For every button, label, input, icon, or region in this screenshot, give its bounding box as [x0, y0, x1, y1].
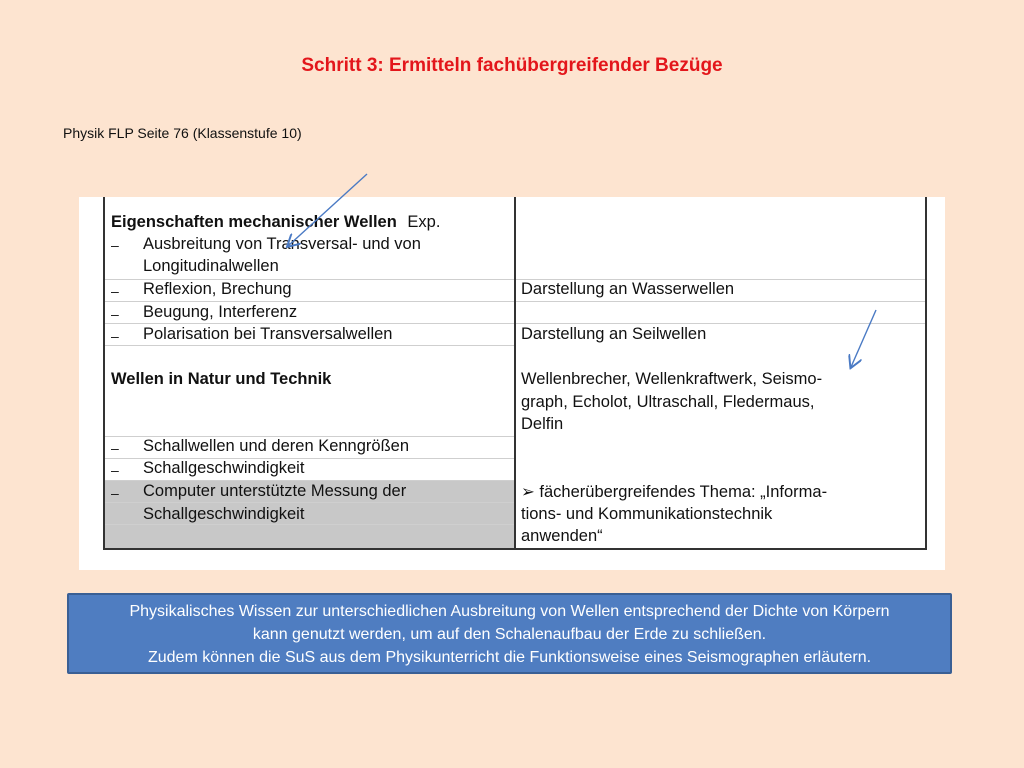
- demo-rope-waves: Darstellung an Seilwellen: [521, 325, 707, 343]
- dash-marker: –: [111, 283, 119, 299]
- arrow-to-transversal: [288, 174, 367, 246]
- cross-subject-line: anwenden“: [521, 527, 603, 545]
- list-item: Schallwellen und deren Kenngrößen: [143, 437, 410, 455]
- examples-line: Wellenbrecher, Wellenkraftwerk, Seismo-: [521, 370, 823, 388]
- list-item: Computer unterstützte Messung der: [143, 482, 407, 500]
- list-item: Reflexion, Brechung: [143, 280, 292, 298]
- heading-mechanical-waves-text: Eigenschaften mechanischer Wellen: [111, 213, 397, 231]
- list-item: Schallgeschwindigkeit: [143, 459, 305, 477]
- examples-line: graph, Echolot, Ultraschall, Fledermaus,: [521, 393, 815, 411]
- dash-marker: –: [111, 328, 119, 344]
- info-box: [67, 593, 952, 674]
- list-item: Longitudinalwellen: [143, 257, 279, 275]
- cross-subject-text: fächerübergreifendes Thema: „Informa-: [539, 483, 828, 501]
- list-item: Ausbreitung von Transversal- und von: [143, 235, 421, 253]
- dash-marker: –: [111, 237, 119, 253]
- list-item: Polarisation bei Transversalwellen: [143, 325, 393, 343]
- demo-water-waves: Darstellung an Wasserwellen: [521, 280, 735, 298]
- slide-title: Schritt 3: Ermitteln fachübergreifender Bezüge: [301, 55, 723, 76]
- cross-subject-line: tions- und Kommunikationstechnik: [521, 505, 773, 523]
- arrow-bullet-icon: ➢: [521, 483, 535, 501]
- list-item: Schallgeschwindigkeit: [143, 505, 305, 523]
- arrow-to-seismograph: [851, 310, 876, 367]
- heading-suffix: Exp.: [407, 213, 441, 231]
- heading-waves-nature-technology: Wellen in Natur und Technik: [111, 370, 332, 388]
- info-line: Zudem können die SuS aus dem Physikunterricht die Funktionsweise eines Seismographen erläutern.: [147, 649, 872, 666]
- dash-marker: –: [111, 306, 119, 322]
- dash-marker: –: [111, 462, 119, 478]
- slide-subtitle: Physik FLP Seite 76 (Klassenstufe 10): [63, 125, 302, 141]
- dash-marker: –: [111, 440, 119, 456]
- list-item: Beugung, Interferenz: [143, 303, 298, 321]
- examples-line: Delfin: [521, 415, 564, 433]
- info-line: Physikalisches Wissen zur unterschiedlichen Ausbreitung von Wellen entsprechend der Dichte von Körpern: [129, 603, 890, 620]
- info-line: kann genutzt werden, um auf den Schalenaufbau der Erde zu schließen.: [252, 626, 767, 643]
- dash-marker: –: [111, 485, 119, 501]
